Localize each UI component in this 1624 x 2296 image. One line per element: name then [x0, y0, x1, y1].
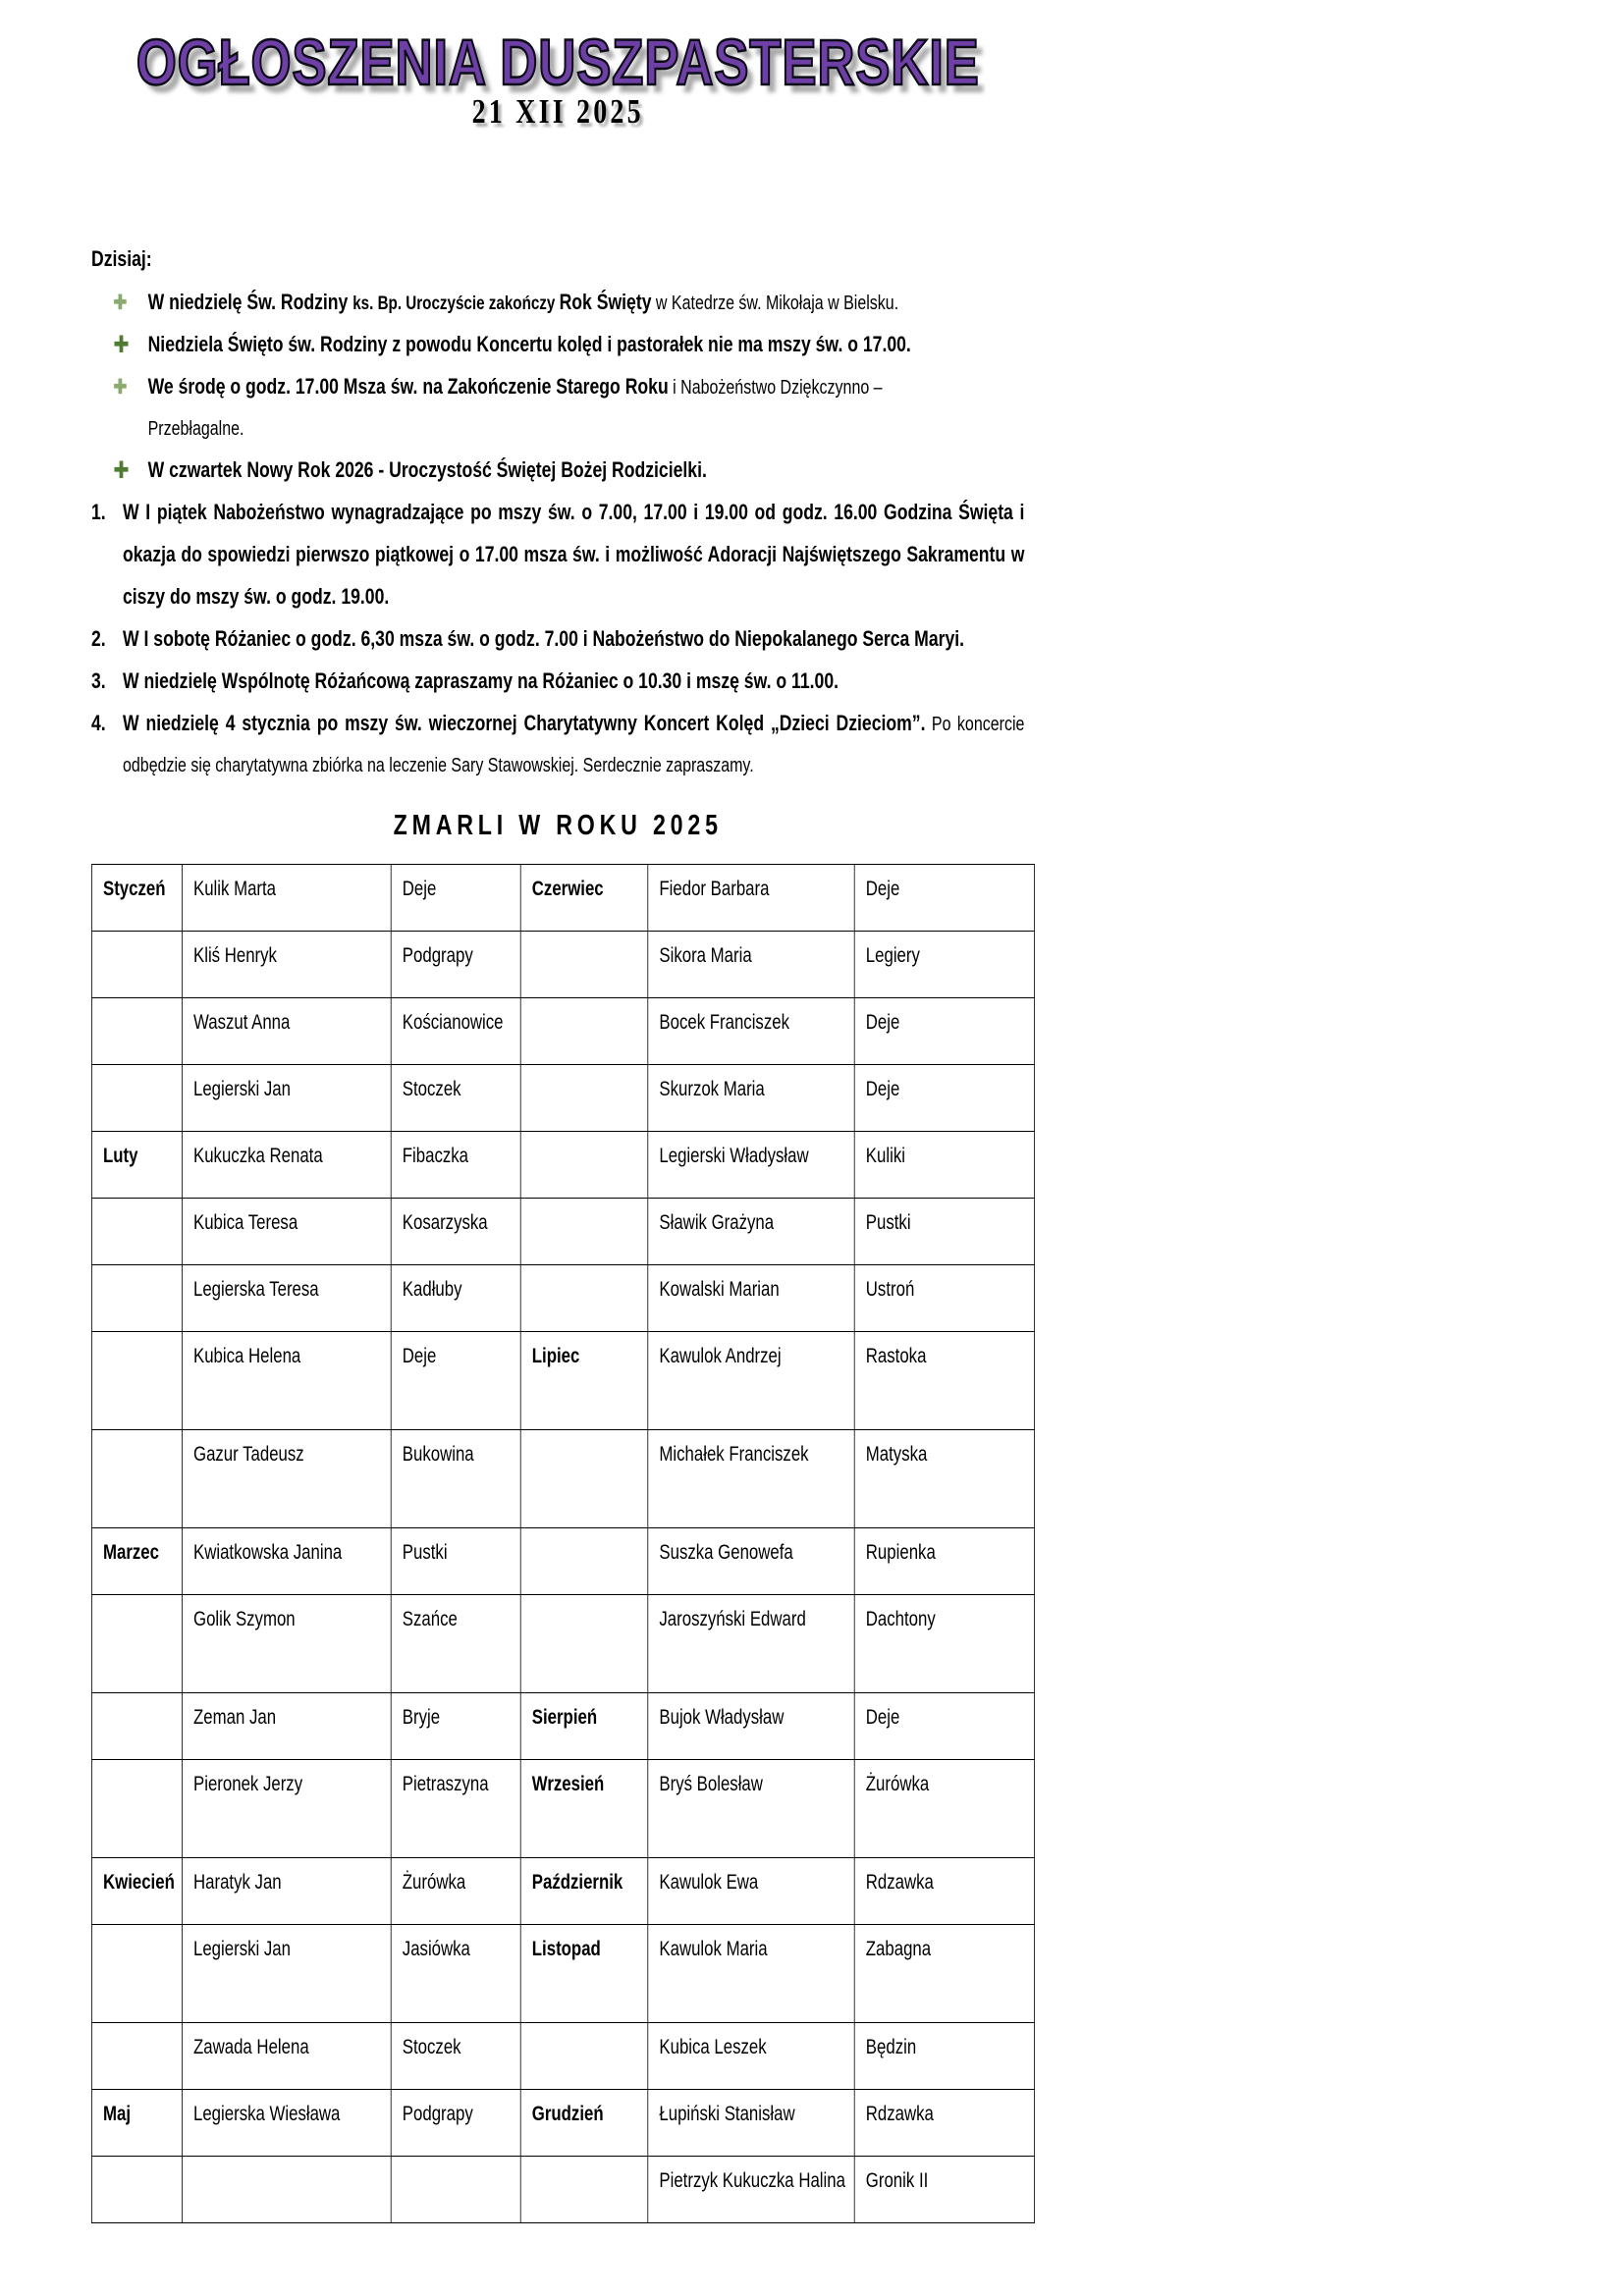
- document-content: [91, 0, 1024, 2223]
- place-cell: Pustki: [854, 1199, 1034, 1265]
- month-cell: [520, 2157, 648, 2223]
- name-cell: Jaroszyński Edward: [648, 1595, 854, 1693]
- place-cell: Deje: [854, 865, 1034, 932]
- name-cell: Kulik Marta: [182, 865, 391, 932]
- cross-bullet-icon: ✚: [113, 291, 128, 314]
- table-row: [91, 998, 1034, 1065]
- place-cell: Będzin: [854, 2023, 1034, 2090]
- name-cell: Kowalski Marian: [648, 1265, 854, 1332]
- month-cell: [520, 1265, 648, 1332]
- numbered-item: [91, 662, 1024, 704]
- name-cell: Legierski Jan: [182, 1065, 391, 1132]
- name-cell: Gazur Tadeusz: [182, 1430, 391, 1528]
- numbered-item: [91, 493, 1024, 619]
- name-cell: Skurzok Maria: [648, 1065, 854, 1132]
- name-cell: Kawulok Andrzej: [648, 1332, 854, 1430]
- bullet-item: [91, 367, 1024, 451]
- place-cell: Deje: [854, 998, 1034, 1065]
- table-row: [91, 932, 1034, 998]
- month-cell: Marzec: [91, 1528, 182, 1595]
- month-cell: [91, 998, 182, 1065]
- month-cell: [91, 1265, 182, 1332]
- table-row: [91, 2090, 1034, 2157]
- page-title: OGŁOSZENIA DUSZPASTERSKIE: [135, 26, 980, 98]
- table-row: [91, 1760, 1034, 1858]
- name-cell: Pieronek Jerzy: [182, 1760, 391, 1858]
- item-text-bold: W I sobotę Różaniec o godz. 6,30 msza św. o godz. 7.00 i Nabożeństwo do Niepokalanego Serca Maryi.: [123, 626, 965, 651]
- name-cell: Legierski Jan: [182, 1925, 391, 2023]
- place-cell: Bukowina: [391, 1430, 520, 1528]
- bullet-item: [91, 325, 1024, 367]
- name-cell: Kukuczka Renata: [182, 1132, 391, 1199]
- name-cell: Fiedor Barbara: [648, 865, 854, 932]
- name-cell: Legierska Wiesława: [182, 2090, 391, 2157]
- place-cell: [391, 2157, 520, 2223]
- month-cell: [91, 1065, 182, 1132]
- name-cell: Zeman Jan: [182, 1693, 391, 1760]
- name-cell: Bocek Franciszek: [648, 998, 854, 1065]
- item-text-regular: Po koncercie odbędzie się charytatywna zbiórka na leczenie Sary Stawowskiej. Serdecznie zapraszamy.: [123, 714, 1025, 776]
- month-cell: [91, 1332, 182, 1430]
- place-cell: Pustki: [391, 1528, 520, 1595]
- place-cell: Rastoka: [854, 1332, 1034, 1430]
- place-cell: Rupienka: [854, 1528, 1034, 1595]
- place-cell: Fibaczka: [391, 1132, 520, 1199]
- place-cell: Legiery: [854, 932, 1034, 998]
- name-cell: Łupiński Stanisław: [648, 2090, 854, 2157]
- item-number: 2.: [91, 626, 106, 651]
- month-cell: Styczeń: [91, 865, 182, 932]
- document-date: 21 XII 2025: [471, 92, 644, 131]
- month-cell: [91, 1693, 182, 1760]
- table-row: [91, 1528, 1034, 1595]
- table-row: [91, 1595, 1034, 1693]
- item-text-bold: W I piątek Nabożeństwo wynagradzające po mszy św. o 7.00, 17.00 i 19.00 od godz. 16.00 Godzina Święta i okazja do spowiedzi pierwszo piątkowej o 17.00 msza św. i możliwość Adoracji Najświętszego Sakramentu w ciszy do mszy św. o godz. 19.00.: [123, 500, 1025, 609]
- place-cell: Rdzawka: [854, 2090, 1034, 2157]
- name-cell: Michałek Franciszek: [648, 1430, 854, 1528]
- table-row: [91, 1858, 1034, 1925]
- item-number: 4.: [91, 711, 106, 735]
- name-cell: Zawada Helena: [182, 2023, 391, 2090]
- bullet-list: [91, 283, 1024, 493]
- name-cell: Pietrzyk Kukuczka Halina: [648, 2157, 854, 2223]
- bullet-text-bold-small: ks. Bp. Uroczyście zakończy: [352, 294, 560, 314]
- bullet-text-bold: Niedziela Święto św. Rodziny z powodu Koncertu kolęd i pastorałek nie ma mszy św. o 17.00.: [147, 332, 911, 356]
- name-cell: Kliś Henryk: [182, 932, 391, 998]
- place-cell: Kosarzyska: [391, 1199, 520, 1265]
- numbered-item: [91, 704, 1024, 787]
- month-cell: [91, 1199, 182, 1265]
- deceased-table-title: ZMARLI W ROKU 2025: [393, 810, 723, 841]
- name-cell: Kubica Teresa: [182, 1199, 391, 1265]
- table-row: [91, 1132, 1034, 1199]
- bullet-item: [91, 451, 1024, 493]
- month-cell: Kwiecień: [91, 1858, 182, 1925]
- place-cell: Podgrapy: [391, 2090, 520, 2157]
- month-cell: Lipiec: [520, 1332, 648, 1430]
- bullet-text-regular: w Katedrze św. Mikołaja w Bielsku.: [651, 293, 899, 314]
- place-cell: Żurówka: [391, 1858, 520, 1925]
- place-cell: Rdzawka: [854, 1858, 1034, 1925]
- name-cell: Kubica Leszek: [648, 2023, 854, 2090]
- name-cell: Kawulok Ewa: [648, 1858, 854, 1925]
- name-cell: Legierska Teresa: [182, 1265, 391, 1332]
- month-cell: [91, 2023, 182, 2090]
- month-cell: [520, 1199, 648, 1265]
- name-cell: Kwiatkowska Janina: [182, 1528, 391, 1595]
- name-cell: [182, 2157, 391, 2223]
- bullet-text-bold: Rok Święty: [559, 290, 652, 314]
- name-cell: Kubica Helena: [182, 1332, 391, 1430]
- month-cell: [520, 1430, 648, 1528]
- name-cell: Golik Szymon: [182, 1595, 391, 1693]
- table-row: [91, 1430, 1034, 1528]
- place-cell: Stoczek: [391, 2023, 520, 2090]
- place-cell: Szańce: [391, 1595, 520, 1693]
- place-cell: Pietraszyna: [391, 1760, 520, 1858]
- place-cell: Żurówka: [854, 1760, 1034, 1858]
- deceased-table-body: [91, 865, 1034, 2223]
- place-cell: Bryje: [391, 1693, 520, 1760]
- place-cell: Matyska: [854, 1430, 1034, 1528]
- month-cell: Czerwiec: [520, 865, 648, 932]
- month-cell: Wrzesień: [520, 1760, 648, 1858]
- today-heading: Dzisiaj:: [91, 246, 152, 271]
- month-cell: [91, 1760, 182, 1858]
- place-cell: Stoczek: [391, 1065, 520, 1132]
- month-cell: [520, 998, 648, 1065]
- place-cell: Deje: [854, 1693, 1034, 1760]
- place-cell: Kuliki: [854, 1132, 1034, 1199]
- month-cell: [91, 1925, 182, 2023]
- month-cell: [520, 2023, 648, 2090]
- table-row: [91, 1693, 1034, 1760]
- table-row: [91, 1332, 1034, 1430]
- place-cell: Deje: [391, 865, 520, 932]
- bullet-text-bold: W niedzielę Św. Rodziny: [147, 290, 353, 314]
- name-cell: Legierski Władysław: [648, 1132, 854, 1199]
- place-cell: Jasiówka: [391, 1925, 520, 2023]
- name-cell: Sikora Maria: [648, 932, 854, 998]
- name-cell: Bujok Władysław: [648, 1693, 854, 1760]
- bullet-text-bold: W czwartek Nowy Rok 2026 - Uroczystość Świętej Bożej Rodzicielki.: [147, 457, 707, 482]
- bullet-text-bold: We środę o godz. 17.00 Msza św. na Zakończenie Starego Roku: [147, 374, 669, 399]
- place-cell: Kościanowice: [391, 998, 520, 1065]
- month-cell: Sierpień: [520, 1693, 648, 1760]
- place-cell: Kadłuby: [391, 1265, 520, 1332]
- place-cell: Podgrapy: [391, 932, 520, 998]
- table-row: [91, 1065, 1034, 1132]
- month-cell: [520, 1132, 648, 1199]
- numbered-announcement-list: [91, 493, 1024, 787]
- place-cell: Zabagna: [854, 1925, 1034, 2023]
- bullet-text-regular: i Nabożeństwo Dziękczynno – Przebłagalne.: [147, 377, 883, 440]
- place-cell: Ustroń: [854, 1265, 1034, 1332]
- month-cell: [520, 1595, 648, 1693]
- month-cell: [91, 2157, 182, 2223]
- month-cell: Grudzień: [520, 2090, 648, 2157]
- month-cell: Październik: [520, 1858, 648, 1925]
- month-cell: Maj: [91, 2090, 182, 2157]
- table-row: [91, 1925, 1034, 2023]
- table-row: [91, 1199, 1034, 1265]
- month-cell: Listopad: [520, 1925, 648, 2023]
- numbered-item: [91, 619, 1024, 662]
- month-cell: [91, 1595, 182, 1693]
- name-cell: Kawulok Maria: [648, 1925, 854, 2023]
- cross-bullet-icon: ✚: [113, 375, 128, 399]
- month-cell: [520, 1528, 648, 1595]
- month-cell: [91, 932, 182, 998]
- month-cell: [520, 1065, 648, 1132]
- table-row: [91, 1265, 1034, 1332]
- name-cell: Suszka Genowefa: [648, 1528, 854, 1595]
- place-cell: Deje: [854, 1065, 1034, 1132]
- place-cell: Dachtony: [854, 1595, 1034, 1693]
- month-cell: [520, 932, 648, 998]
- item-number: 1.: [91, 500, 106, 524]
- bullet-item: [91, 283, 1024, 325]
- cross-bullet-icon: ✚: [113, 331, 130, 358]
- deceased-table: [91, 864, 1035, 2223]
- name-cell: Bryś Bolesław: [648, 1760, 854, 1858]
- cross-bullet-icon: ✚: [113, 456, 130, 484]
- name-cell: Haratyk Jan: [182, 1858, 391, 1925]
- month-cell: [91, 1430, 182, 1528]
- table-row: [91, 865, 1034, 932]
- table-row: [91, 2157, 1034, 2223]
- month-cell: Luty: [91, 1132, 182, 1199]
- name-cell: Waszut Anna: [182, 998, 391, 1065]
- item-number: 3.: [91, 668, 106, 693]
- table-row: [91, 2023, 1034, 2090]
- name-cell: Sławik Grażyna: [648, 1199, 854, 1265]
- item-text-bold: W niedzielę 4 stycznia po mszy św. wieczornej Charytatywny Koncert Kolęd „Dzieci Dzieciom”.: [123, 711, 926, 735]
- item-text-bold: W niedzielę Wspólnotę Różańcową zapraszamy na Różaniec o 10.30 i mszę św. o 11.00.: [123, 668, 839, 693]
- place-cell: Gronik II: [854, 2157, 1034, 2223]
- place-cell: Deje: [391, 1332, 520, 1430]
